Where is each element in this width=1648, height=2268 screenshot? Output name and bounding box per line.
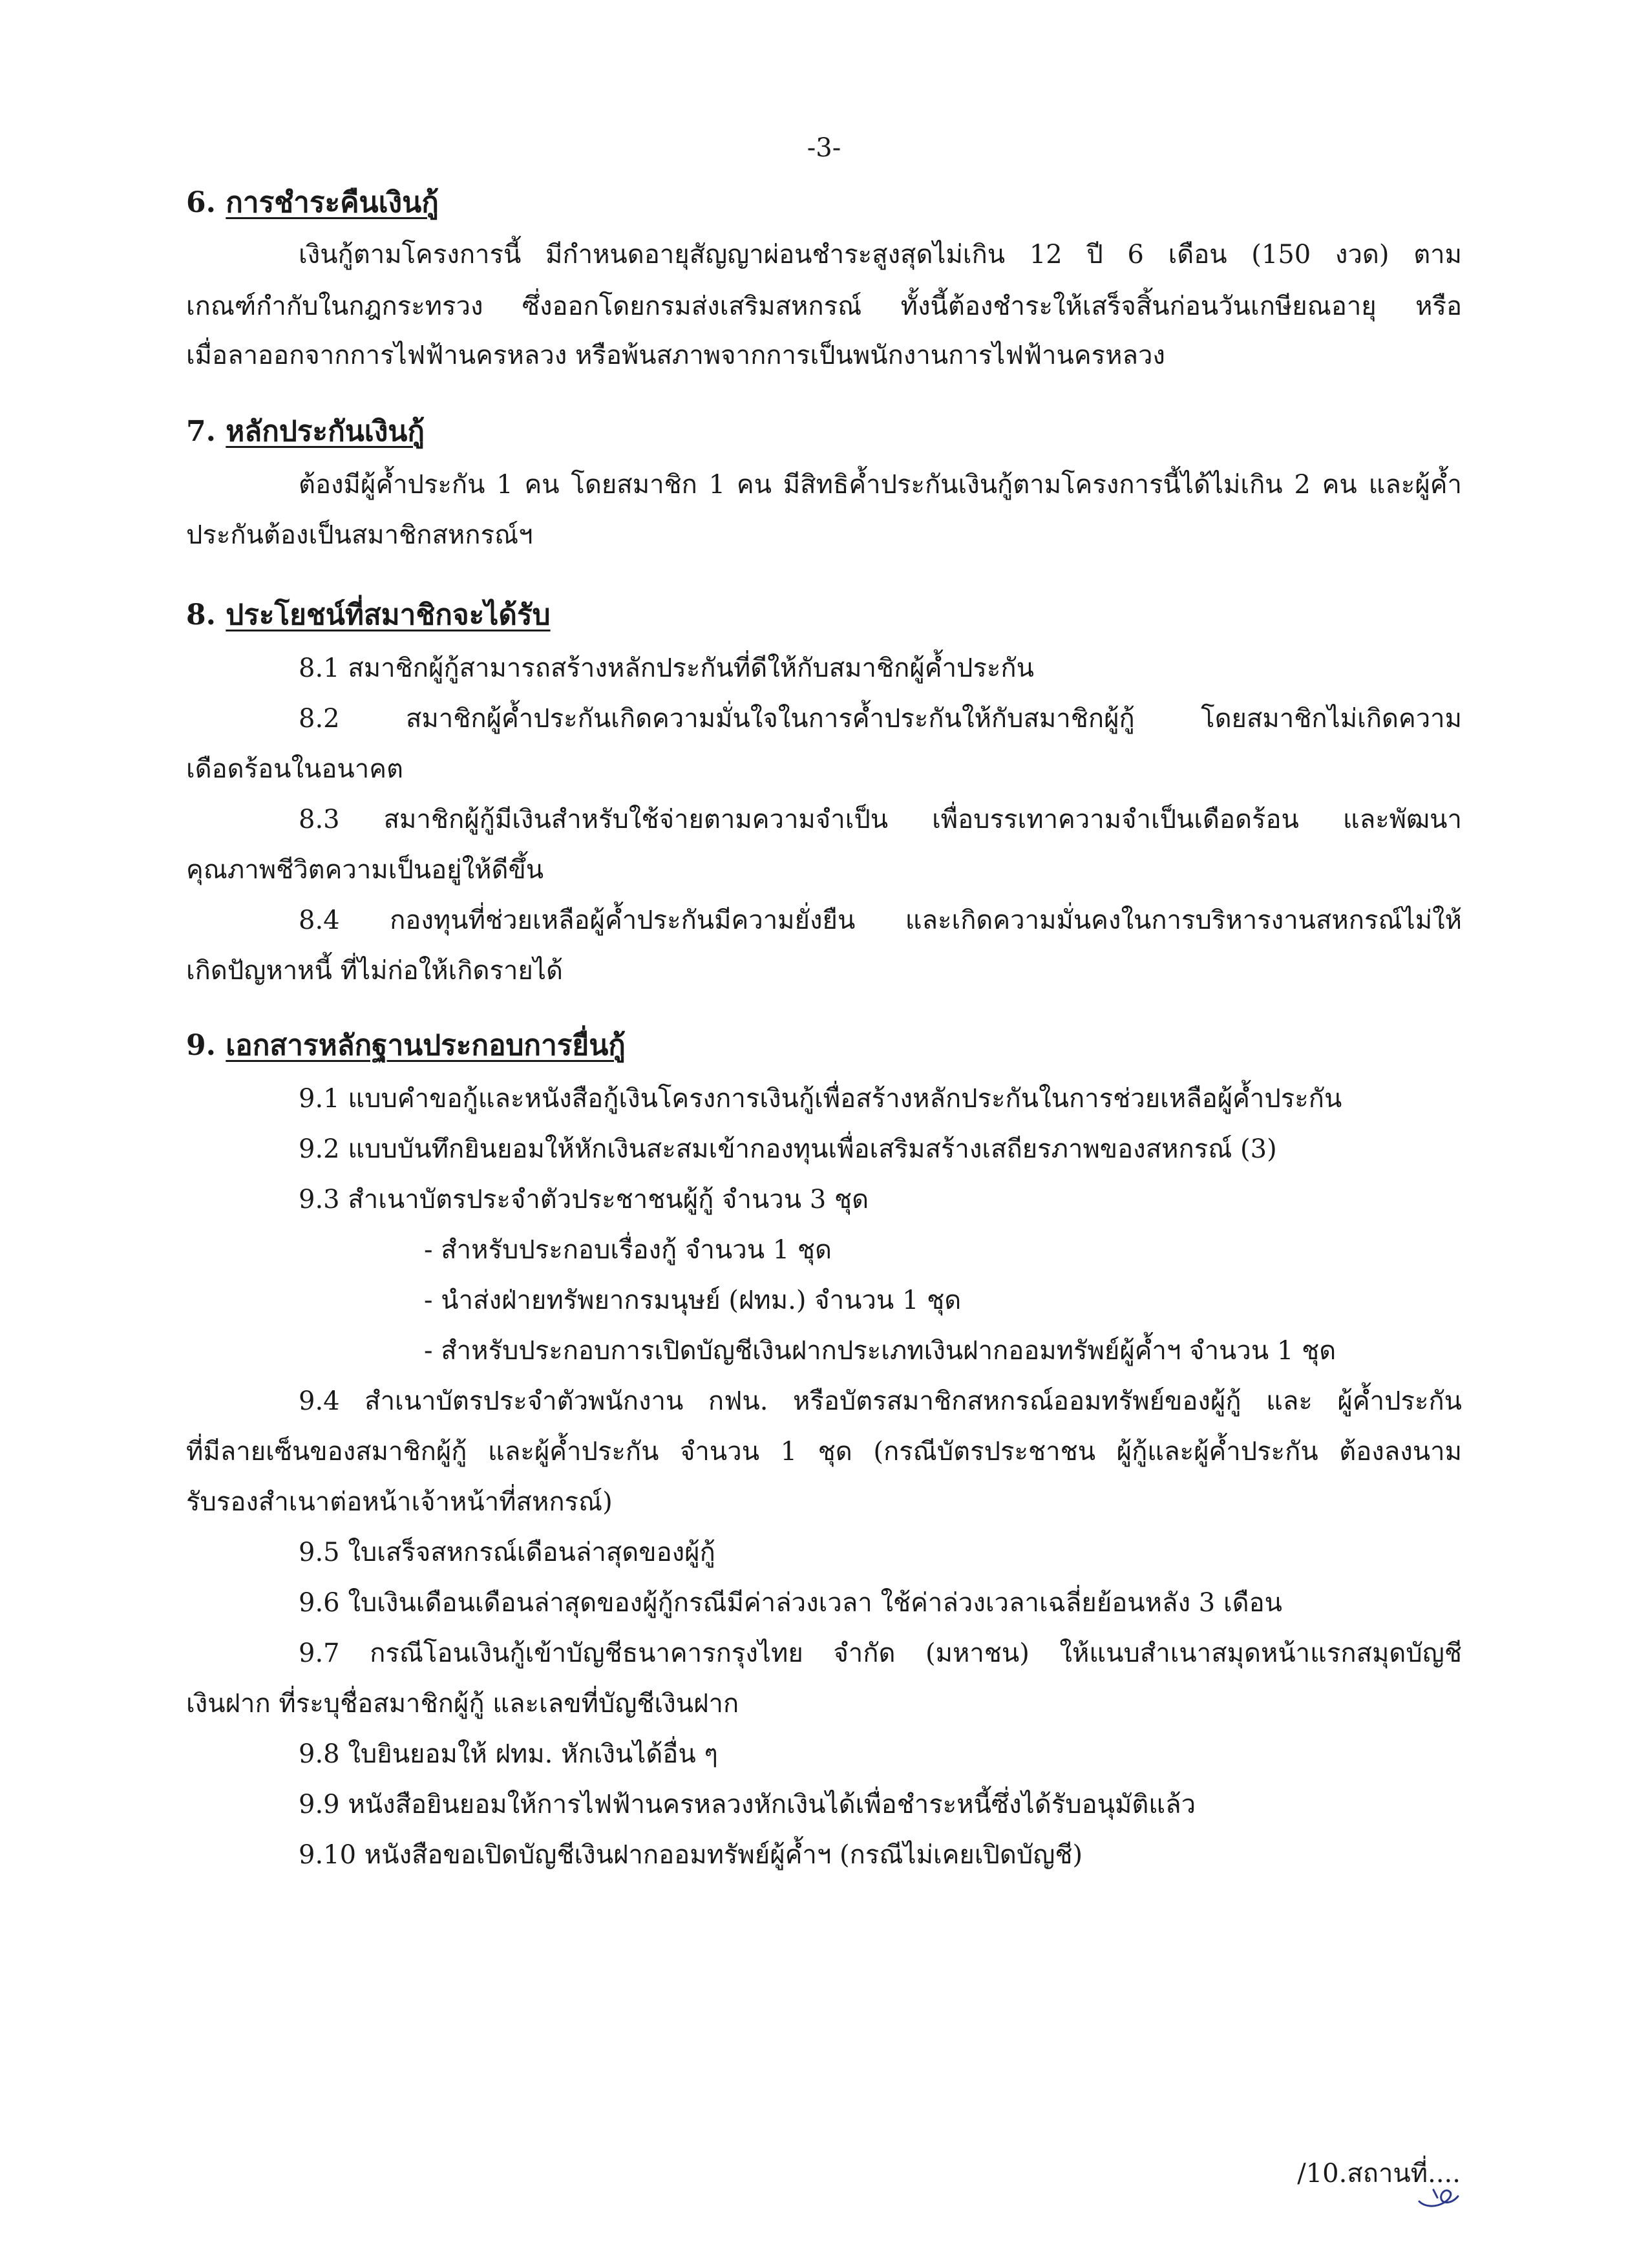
item-9-4-line-1: 9.4 สำเนาบัตรประจำตัวพนักงาน กฟน. หรือบัตรสมาชิกสหกรณ์ออมทรัพย์ของผู้กู้ และ ผู้ค้ำประกัน: [299, 1386, 1462, 1416]
section-6-title: การชำระคืนเงินกู้: [226, 186, 439, 219]
continuation-note: /10.สถานที่....: [1297, 2159, 1461, 2189]
item-9-8: 9.8 ใบยินยอมให้ ฝทม. หักเงินได้อื่น ๆ: [299, 1739, 718, 1769]
item-9-5: 9.5 ใบเสร็จสหกรณ์เดือนล่าสุดของผู้กู้: [299, 1538, 715, 1567]
item-9-3-sub-2: - นำส่งฝ่ายทรัพยากรมนุษย์ (ฝทม.) จำนวน 1 ชุด: [424, 1286, 962, 1315]
item-9-3-sub-3: - สำหรับประกอบการเปิดบัญชีเงินฝากประเภทเงินฝากออมทรัพย์ผู้ค้ำฯ จำนวน 1 ชุด: [424, 1336, 1336, 1366]
item-9-3-sub-1: - สำหรับประกอบเรื่องกู้ จำนวน 1 ชุด: [424, 1235, 832, 1265]
page-number: -3-: [807, 133, 841, 163]
section-6-line-3: เมื่อลาออกจากการไฟฟ้านครหลวง หรือพ้นสภาพจากการเป็นพนักงานการไฟฟ้านครหลวง: [186, 341, 1165, 370]
item-9-6: 9.6 ใบเงินเดือนเดือนล่าสุดของผู้กู้กรณีมีค่าล่วงเวลา ใช้ค่าล่วงเวลาเฉลี่ยย้อนหลัง 3 เดือน: [299, 1588, 1282, 1618]
item-8-3-line-1: 8.3 สมาชิกผู้กู้มีเงินสำหรับใช้จ่ายตามความจำเป็น เพื่อบรรเทาความจำเป็นเดือดร้อน และพัฒนา: [299, 805, 1462, 834]
item-8-1: 8.1 สมาชิกผู้กู้สามารถสร้างหลักประกันที่ดีให้กับสมาชิกผู้ค้ำประกัน: [299, 653, 1034, 683]
signature-initial-icon: [1415, 2185, 1461, 2210]
item-9-2: 9.2 แบบบันทึกยินยอมให้หักเงินสะสมเข้ากองทุนเพื่อเสริมสร้างเสถียรภาพของสหกรณ์ (3): [299, 1134, 1277, 1164]
item-9-7-line-2: เงินฝาก ที่ระบุชื่อสมาชิกผู้กู้ และเลขที่บัญชีเงินฝาก: [186, 1689, 739, 1719]
section-7-line-2: ประกันต้องเป็นสมาชิกสหกรณ์ฯ: [186, 520, 533, 550]
section-6-line-1: เงินกู้ตามโครงการนี้ มีกำหนดอายุสัญญาผ่อนชำระสูงสุดไม่เกิน 12 ปี 6 เดือน (150 งวด) ตาม: [299, 240, 1462, 270]
section-8-heading: [186, 597, 551, 633]
item-9-7-line-1: 9.7 กรณีโอนเงินกู้เข้าบัญชีธนาคารกรุงไทย จำกัด (มหาชน) ให้แนบสำเนาสมุดหน้าแรกสมุดบัญชี: [299, 1638, 1462, 1668]
item-9-4-line-3: รับรองสำเนาต่อหน้าเจ้าหน้าที่สหกรณ์): [186, 1487, 613, 1517]
section-7-number: 7.: [186, 415, 216, 448]
item-8-4-line-2: เกิดปัญหาหนี้ ที่ไม่ก่อให้เกิดรายได้: [186, 956, 563, 986]
item-9-10: 9.10 หนังสือขอเปิดบัญชีเงินฝากออมทรัพย์ผู้ค้ำฯ (กรณีไม่เคยเปิดบัญชี): [299, 1840, 1083, 1870]
section-7-line-1: ต้องมีผู้ค้ำประกัน 1 คน โดยสมาชิก 1 คน มีสิทธิค้ำประกันเงินกู้ตามโครงการนี้ได้ไม่เกิน 2 คน และผู้ค้ำ: [299, 470, 1462, 500]
section-8-number: 8.: [186, 599, 216, 631]
item-9-9: 9.9 หนังสือยินยอมให้การไฟฟ้านครหลวงหักเงินได้เพื่อชำระหนี้ซึ่งได้รับอนุมัติแล้ว: [299, 1790, 1196, 1819]
section-9-heading: [186, 1028, 626, 1064]
item-9-3: 9.3 สำเนาบัตรประจำตัวประชาชนผู้กู้ จำนวน 3 ชุด: [299, 1185, 869, 1214]
section-9-number: 9.: [186, 1029, 216, 1062]
section-9-title: เอกสารหลักฐานประกอบการยื่นกู้: [226, 1029, 626, 1062]
item-9-4-line-2: ที่มีลายเซ็นของสมาชิกผู้กู้ และผู้ค้ำประกัน จำนวน 1 ชุด (กรณีบัตรประชาชน ผู้กู้และผู้ค้ำประกัน ต้องลงนาม: [186, 1437, 1462, 1467]
item-8-2-line-1: 8.2 สมาชิกผู้ค้ำประกันเกิดความมั่นใจในการค้ำประกันให้กับสมาชิกผู้กู้ โดยสมาชิกไม่เกิดความ: [299, 704, 1462, 734]
section-7-heading: [186, 414, 425, 450]
section-6-line-2: เกณฑ์กำกับในกฎกระทรวง ซึ่งออกโดยกรมส่งเสริมสหกรณ์ ทั้งนี้ต้องชำระให้เสร็จสิ้นก่อนวันเกษียณอายุ หรือ: [186, 291, 1462, 321]
section-6-heading: [186, 185, 439, 221]
item-8-2-line-2: เดือดร้อนในอนาคต: [186, 754, 403, 784]
item-8-4-line-1: 8.4 กองทุนที่ช่วยเหลือผู้ค้ำประกันมีความยั่งยืน และเกิดความมั่นคงในการบริหารงานสหกรณ์ไม่ให้: [299, 906, 1462, 935]
item-8-3-line-2: คุณภาพชีวิตความเป็นอยู่ให้ดีขึ้น: [186, 855, 544, 885]
section-7-title: หลักประกันเงินกู้: [226, 415, 425, 448]
section-8-title: ประโยชน์ที่สมาชิกจะได้รับ: [226, 599, 551, 631]
section-6-number: 6.: [186, 186, 216, 219]
item-9-1: 9.1 แบบคำขอกู้และหนังสือกู้เงินโครงการเงินกู้เพื่อสร้างหลักประกันในการช่วยเหลือผู้ค้ำประกัน: [299, 1084, 1342, 1114]
